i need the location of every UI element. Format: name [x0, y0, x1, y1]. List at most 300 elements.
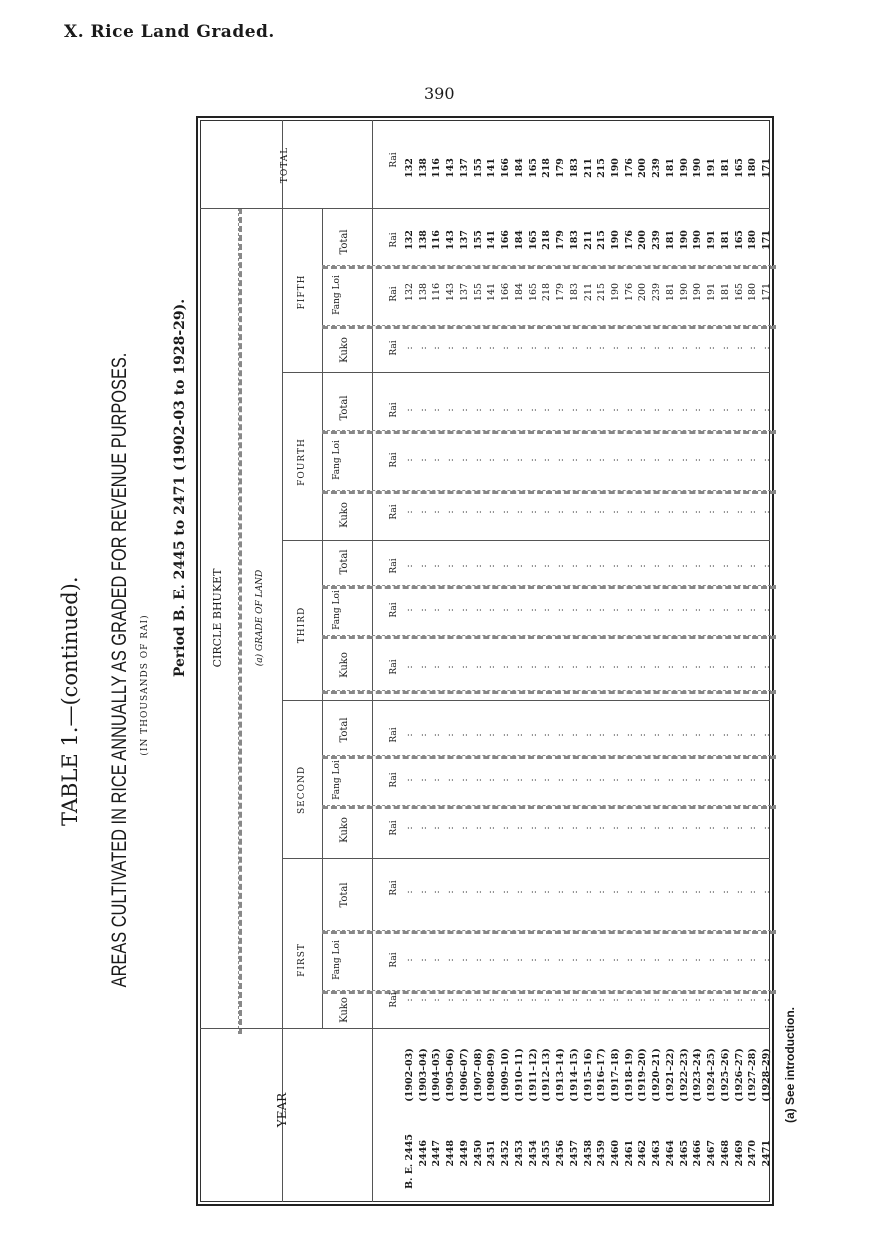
empty-cell: : [762, 564, 772, 568]
year-be: 2446 [417, 1140, 429, 1167]
empty-cell: : [624, 458, 635, 462]
empty-cell: : [693, 608, 704, 612]
fifth-fang-loi: 165 [733, 282, 745, 302]
total-value: 181 [664, 158, 676, 178]
fifth-fang-loi: 141 [486, 282, 498, 302]
empty-cell: : [720, 826, 731, 830]
empty-cell: : [734, 733, 745, 737]
empty-cell: : [652, 778, 663, 782]
empty-cell: : [405, 958, 415, 962]
empty-cell: : [459, 346, 470, 350]
empty-cell: : [459, 890, 470, 894]
empty-cell: : [610, 778, 621, 782]
year-ce: (1922–23) [678, 1048, 690, 1102]
empty-cell: : [446, 564, 457, 568]
empty-cell: : [638, 958, 649, 962]
empty-cell: : [638, 826, 649, 830]
fifth-total: 165 [527, 230, 539, 250]
empty-cell: : [720, 665, 731, 669]
empty-cell: : [597, 958, 608, 962]
empty-cell: : [501, 608, 512, 612]
fifth-total: 215 [596, 230, 608, 250]
fifth-total: 180 [747, 230, 759, 250]
empty-cell: : [665, 778, 676, 782]
empty-cell: : [748, 665, 759, 669]
unit-label: Rai [389, 232, 399, 248]
fifth-total: 184 [513, 230, 525, 250]
empty-cell: : [542, 564, 553, 568]
year-be: 2457 [568, 1140, 580, 1167]
empty-cell: : [487, 890, 498, 894]
total-value: 191 [706, 158, 718, 178]
total-value: 171 [761, 158, 772, 178]
year-be: 2447 [431, 1140, 443, 1167]
empty-cell: : [665, 958, 676, 962]
empty-cell: : [432, 778, 443, 782]
fifth-fang-loi: 190 [692, 282, 704, 302]
empty-cell: : [418, 408, 429, 412]
grid-line [200, 1028, 770, 1029]
empty-cell: : [569, 890, 580, 894]
fifth-total: 141 [486, 230, 498, 250]
empty-cell: : [707, 608, 718, 612]
unit-label: Rai [389, 286, 399, 302]
grid-line [322, 208, 323, 1028]
empty-cell: : [446, 998, 457, 1002]
empty-cell: : [693, 998, 704, 1002]
empty-cell: : [501, 510, 512, 514]
empty-cell: : [583, 778, 594, 782]
empty-cell: : [624, 890, 635, 894]
year-be: 2462 [637, 1140, 649, 1167]
year-ce: (1905–06) [445, 1048, 457, 1102]
unit-label: Rai [389, 727, 399, 743]
empty-cell: : [487, 958, 498, 962]
empty-cell: : [556, 958, 567, 962]
empty-cell: : [569, 826, 580, 830]
empty-cell: : [542, 408, 553, 412]
empty-cell: : [528, 608, 539, 612]
empty-cell: : [487, 346, 498, 350]
empty-cell: : [610, 998, 621, 1002]
year-ce: (1909–10) [500, 1048, 512, 1102]
empty-cell: : [748, 564, 759, 568]
empty-cell: : [459, 998, 470, 1002]
empty-cell: : [638, 458, 649, 462]
year-ce: (1910–11) [513, 1048, 525, 1102]
empty-cell: : [693, 564, 704, 568]
empty-cell: : [542, 998, 553, 1002]
empty-cell: : [473, 733, 484, 737]
empty-cell: : [707, 564, 718, 568]
empty-cell: : [556, 510, 567, 514]
empty-cell: : [556, 564, 567, 568]
empty-cell: : [734, 408, 745, 412]
empty-cell: : [446, 608, 457, 612]
grid-line [322, 430, 776, 434]
empty-cell: : [432, 408, 443, 412]
empty-cell: : [665, 608, 676, 612]
empty-cell: : [734, 346, 745, 350]
empty-cell: : [610, 733, 621, 737]
year-be: 2459 [596, 1140, 608, 1167]
fifth-total: 171 [761, 230, 772, 250]
empty-cell: : [762, 826, 772, 830]
empty-cell: : [473, 778, 484, 782]
empty-cell: : [624, 733, 635, 737]
fifth-total: 138 [417, 230, 429, 250]
empty-cell: : [418, 890, 429, 894]
empty-cell: : [583, 890, 594, 894]
empty-cell: : [748, 346, 759, 350]
fifth-total: 200 [637, 230, 649, 250]
empty-cell: : [734, 608, 745, 612]
total-value: 165 [733, 158, 745, 178]
year-be: 2467 [706, 1140, 718, 1167]
empty-cell: : [473, 346, 484, 350]
fifth-total: 166 [500, 230, 512, 250]
subheader-kuko: Kuko [339, 817, 350, 843]
total-value: 116 [431, 158, 443, 178]
empty-cell: : [405, 608, 415, 612]
empty-cell: : [679, 998, 690, 1002]
empty-cell: : [556, 665, 567, 669]
empty-cell: : [679, 778, 690, 782]
empty-cell: : [624, 608, 635, 612]
empty-cell: : [501, 665, 512, 669]
year-be: 2466 [692, 1140, 704, 1167]
empty-cell: : [638, 665, 649, 669]
empty-cell: : [487, 826, 498, 830]
year-ce: (1903–04) [417, 1048, 429, 1102]
empty-cell: : [569, 608, 580, 612]
year-ce: (1927–28) [747, 1048, 759, 1102]
empty-cell: : [405, 510, 415, 514]
year-be: 2458 [582, 1140, 594, 1167]
empty-cell: : [459, 608, 470, 612]
empty-cell: : [569, 778, 580, 782]
fifth-fang-loi: 165 [527, 282, 539, 302]
empty-cell: : [652, 564, 663, 568]
table-title: TABLE 1.—(continued). [58, 576, 82, 826]
unit-label: Rai [389, 659, 399, 675]
empty-cell: : [652, 998, 663, 1002]
fifth-total: 183 [568, 230, 580, 250]
year-ce: (1928–29) [761, 1048, 772, 1102]
empty-cell: : [528, 564, 539, 568]
empty-cell: : [720, 958, 731, 962]
subheader-fang-loi: Fang Loi [332, 275, 342, 315]
empty-cell: : [528, 733, 539, 737]
empty-cell: : [473, 890, 484, 894]
unit-label: Rai [389, 152, 399, 168]
empty-cell: : [748, 608, 759, 612]
empty-cell: : [473, 608, 484, 612]
empty-cell: : [501, 408, 512, 412]
empty-cell: : [693, 826, 704, 830]
total-value: 200 [637, 158, 649, 178]
year-ce: (1907–08) [472, 1048, 484, 1102]
empty-cell: : [707, 408, 718, 412]
empty-cell: : [501, 458, 512, 462]
grid-line [322, 805, 776, 809]
empty-cell: : [542, 665, 553, 669]
empty-cell: : [624, 826, 635, 830]
year-be: 2450 [472, 1140, 484, 1167]
fifth-fang-loi: 181 [664, 282, 676, 302]
third-header: THIRD [297, 606, 307, 644]
total-value: 180 [747, 158, 759, 178]
subheader-total: Total [339, 549, 350, 575]
empty-cell: : [734, 510, 745, 514]
empty-cell: : [693, 665, 704, 669]
empty-cell: : [501, 564, 512, 568]
fifth-total: 137 [458, 230, 470, 250]
empty-cell: : [501, 998, 512, 1002]
empty-cell: : [487, 998, 498, 1002]
empty-cell: : [762, 608, 772, 612]
main-heading: AREAS CULTIVATED IN RICE ANNUALLY AS GRADED FOR REVENUE PURPOSES. [108, 352, 131, 988]
empty-cell: : [597, 564, 608, 568]
grid-line [322, 930, 776, 934]
fifth-fang-loi: 180 [747, 282, 759, 302]
empty-cell: : [734, 998, 745, 1002]
empty-cell: : [665, 998, 676, 1002]
empty-cell: : [597, 458, 608, 462]
unit-label: Rai [389, 452, 399, 468]
empty-cell: : [748, 998, 759, 1002]
empty-cell: : [665, 826, 676, 830]
subheader-total: Total [339, 229, 350, 255]
fifth-total: 155 [472, 230, 484, 250]
period-heading: Period B. E. 2445 to 2471 (1902-03 to 1928-29). [172, 298, 188, 678]
empty-cell: : [693, 778, 704, 782]
empty-cell: : [665, 733, 676, 737]
empty-cell: : [652, 608, 663, 612]
empty-cell: : [624, 408, 635, 412]
empty-cell: : [514, 998, 525, 1002]
empty-cell: : [693, 458, 704, 462]
total-value: 190 [609, 158, 621, 178]
empty-cell: : [514, 733, 525, 737]
year-ce: (1902–03) [404, 1048, 415, 1102]
fifth-total: 143 [445, 230, 457, 250]
empty-cell: : [556, 458, 567, 462]
empty-cell: : [432, 958, 443, 962]
empty-cell: : [693, 733, 704, 737]
fifth-fang-loi: 215 [596, 282, 608, 302]
fourth-header: FOURTH [297, 438, 307, 486]
year-ce: (1915–16) [582, 1048, 594, 1102]
empty-cell: : [514, 958, 525, 962]
empty-cell: : [459, 665, 470, 669]
empty-cell: : [473, 998, 484, 1002]
empty-cell: : [583, 665, 594, 669]
empty-cell: : [514, 608, 525, 612]
year-ce: (1917–18) [609, 1048, 621, 1102]
empty-cell: : [693, 346, 704, 350]
year-be: 2455 [541, 1140, 553, 1167]
subheader-kuko: Kuko [339, 502, 350, 528]
year-ce: (1906–07) [458, 1048, 470, 1102]
empty-cell: : [597, 826, 608, 830]
empty-cell: : [638, 778, 649, 782]
empty-cell: : [514, 826, 525, 830]
empty-cell: : [734, 890, 745, 894]
empty-cell: : [665, 510, 676, 514]
empty-cell: : [665, 564, 676, 568]
empty-cell: : [528, 826, 539, 830]
empty-cell: : [610, 408, 621, 412]
empty-cell: : [679, 564, 690, 568]
empty-cell: : [418, 564, 429, 568]
total-value: 165 [527, 158, 539, 178]
empty-cell: : [707, 778, 718, 782]
total-value: 138 [417, 158, 429, 178]
empty-cell: : [501, 890, 512, 894]
empty-cell: : [720, 733, 731, 737]
empty-cell: : [514, 778, 525, 782]
unit-label: Rai [389, 820, 399, 836]
empty-cell: : [734, 826, 745, 830]
empty-cell: : [762, 665, 772, 669]
empty-cell: : [610, 958, 621, 962]
grid-line [322, 690, 776, 694]
empty-cell: : [734, 564, 745, 568]
year-ce: (1926–27) [733, 1048, 745, 1102]
year-be: 2449 [458, 1140, 470, 1167]
empty-cell: : [597, 608, 608, 612]
empty-cell: : [748, 958, 759, 962]
empty-cell: : [528, 346, 539, 350]
fifth-total: 239 [651, 230, 663, 250]
year-ce: (1923–24) [692, 1048, 704, 1102]
subheader-total: Total [339, 882, 350, 908]
unit-label: Rai [389, 402, 399, 418]
empty-cell: : [514, 564, 525, 568]
empty-cell: : [446, 346, 457, 350]
empty-cell: : [542, 733, 553, 737]
empty-cell: : [762, 958, 772, 962]
empty-cell: : [638, 408, 649, 412]
empty-cell: : [762, 458, 772, 462]
empty-cell: : [432, 510, 443, 514]
empty-cell: : [569, 408, 580, 412]
fifth-header: FIFTH [297, 274, 307, 310]
empty-cell: : [610, 890, 621, 894]
empty-cell: : [405, 778, 415, 782]
year-ce: (1919–20) [637, 1048, 649, 1102]
empty-cell: : [720, 890, 731, 894]
empty-cell: : [405, 733, 415, 737]
unit-label: Rai [389, 602, 399, 618]
fifth-fang-loi: 143 [445, 282, 457, 302]
empty-cell: : [405, 564, 415, 568]
grade-header: (a) GRADE OF LAND [255, 569, 265, 667]
fifth-fang-loi: 155 [472, 282, 484, 302]
empty-cell: : [432, 998, 443, 1002]
total-value: 132 [404, 158, 415, 178]
fifth-fang-loi: 190 [609, 282, 621, 302]
empty-cell: : [652, 510, 663, 514]
empty-cell: : [665, 408, 676, 412]
empty-cell: : [638, 564, 649, 568]
empty-cell: : [418, 826, 429, 830]
fifth-total: 181 [664, 230, 676, 250]
empty-cell: : [638, 733, 649, 737]
empty-cell: : [501, 826, 512, 830]
total-value: 141 [486, 158, 498, 178]
total-value: 181 [719, 158, 731, 178]
empty-cell: : [556, 998, 567, 1002]
fifth-total: 211 [582, 230, 594, 250]
circle-header: CIRCLE BHUKET [211, 568, 224, 668]
empty-cell: : [446, 408, 457, 412]
empty-cell: : [583, 510, 594, 514]
empty-cell: : [610, 510, 621, 514]
empty-cell: : [542, 510, 553, 514]
empty-cell: : [446, 826, 457, 830]
total-value: 190 [692, 158, 704, 178]
empty-cell: : [405, 890, 415, 894]
empty-cell: : [624, 346, 635, 350]
empty-cell: : [473, 826, 484, 830]
empty-cell: : [624, 564, 635, 568]
empty-cell: : [679, 608, 690, 612]
fifth-fang-loi: 176 [623, 282, 635, 302]
empty-cell: : [597, 998, 608, 1002]
empty-cell: : [583, 608, 594, 612]
year-be: 2464 [664, 1140, 676, 1167]
total-value: 166 [500, 158, 512, 178]
year-ce: (1924–25) [706, 1048, 718, 1102]
empty-cell: : [734, 458, 745, 462]
fifth-fang-loi: 211 [582, 282, 594, 302]
empty-cell: : [432, 346, 443, 350]
total-value: 155 [472, 158, 484, 178]
page-number: 390 [424, 84, 455, 103]
fifth-total: 190 [678, 230, 690, 250]
empty-cell: : [597, 346, 608, 350]
year-ce: (1911–12) [527, 1048, 539, 1102]
total-value: 190 [678, 158, 690, 178]
empty-cell: : [405, 458, 415, 462]
first-header: FIRST [297, 943, 307, 977]
empty-cell: : [556, 608, 567, 612]
empty-cell: : [679, 510, 690, 514]
empty-cell: : [446, 510, 457, 514]
year-ce: (1925–26) [719, 1048, 731, 1102]
empty-cell: : [583, 733, 594, 737]
empty-cell: : [501, 346, 512, 350]
empty-cell: : [707, 458, 718, 462]
grid-line [282, 372, 770, 373]
empty-cell: : [487, 510, 498, 514]
empty-cell: : [473, 510, 484, 514]
empty-cell: : [748, 408, 759, 412]
empty-cell: : [487, 778, 498, 782]
empty-cell: : [446, 458, 457, 462]
empty-cell: : [501, 958, 512, 962]
empty-cell: : [720, 408, 731, 412]
fifth-total: 116 [431, 230, 443, 250]
empty-cell: : [405, 998, 415, 1002]
empty-cell: : [528, 998, 539, 1002]
grid-line [282, 858, 770, 859]
empty-cell: : [638, 608, 649, 612]
year-be: 2465 [678, 1140, 690, 1167]
grid-line [322, 265, 776, 269]
